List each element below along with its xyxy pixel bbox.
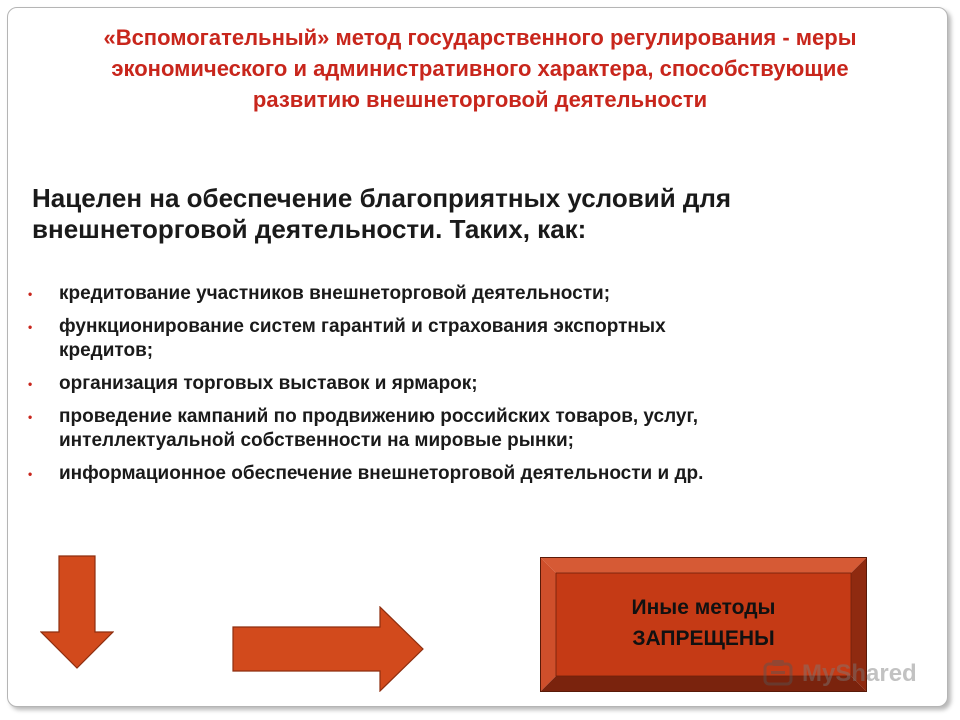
title-line: «Вспомогательный» метод государственного регулирования - меры (103, 25, 857, 50)
title-line: экономического и административного характера, способствующие (111, 56, 849, 81)
bullet-dot-icon: • (28, 410, 33, 424)
bullet-text: кредитов; (59, 340, 154, 361)
bullet-item (28, 405, 928, 453)
bullet-text: информационное обеспечение внешнеторговой деятельности и др. (59, 463, 704, 484)
watermark-text: MyShared (802, 660, 917, 687)
bullet-text: организация торговых выставок и ярмарок; (59, 373, 478, 394)
box-line: ЗАПРЕЩЕНЫ (632, 627, 775, 650)
bullet-text: интеллектуальной собственности на мировые рынки; (59, 430, 574, 451)
title-line: развитию внешнеторговой деятельности (252, 87, 708, 112)
bullet-dot-icon: • (28, 287, 33, 301)
bullet-item (28, 462, 928, 486)
slide-title (0, 22, 960, 115)
bullet-item (28, 282, 928, 306)
right-arrow-icon (232, 606, 424, 692)
lead-text (32, 183, 922, 245)
bullet-dot-icon: • (28, 320, 33, 334)
box-line: Иные методы (631, 596, 776, 619)
bullet-item (28, 315, 928, 363)
forbidden-methods-text (540, 592, 867, 654)
bullet-text: функционирование систем гарантий и страхования экспортных (59, 316, 666, 337)
bullet-item (28, 372, 928, 396)
bullet-text: проведение кампаний по продвижению российских товаров, услуг, (59, 406, 699, 427)
lead-line: Нацелен на обеспечение благоприятных условий для (32, 183, 732, 213)
down-arrow-icon (40, 555, 114, 669)
lead-line: внешнеторговой деятельности. Таких, как: (32, 214, 587, 244)
bullet-list (28, 282, 928, 495)
bullet-text: кредитование участников внешнеторговой деятельности; (59, 283, 611, 304)
myshared-logo-icon (762, 659, 796, 689)
watermark (762, 656, 917, 692)
bullet-dot-icon: • (28, 467, 33, 481)
bullet-dot-icon: • (28, 377, 33, 391)
